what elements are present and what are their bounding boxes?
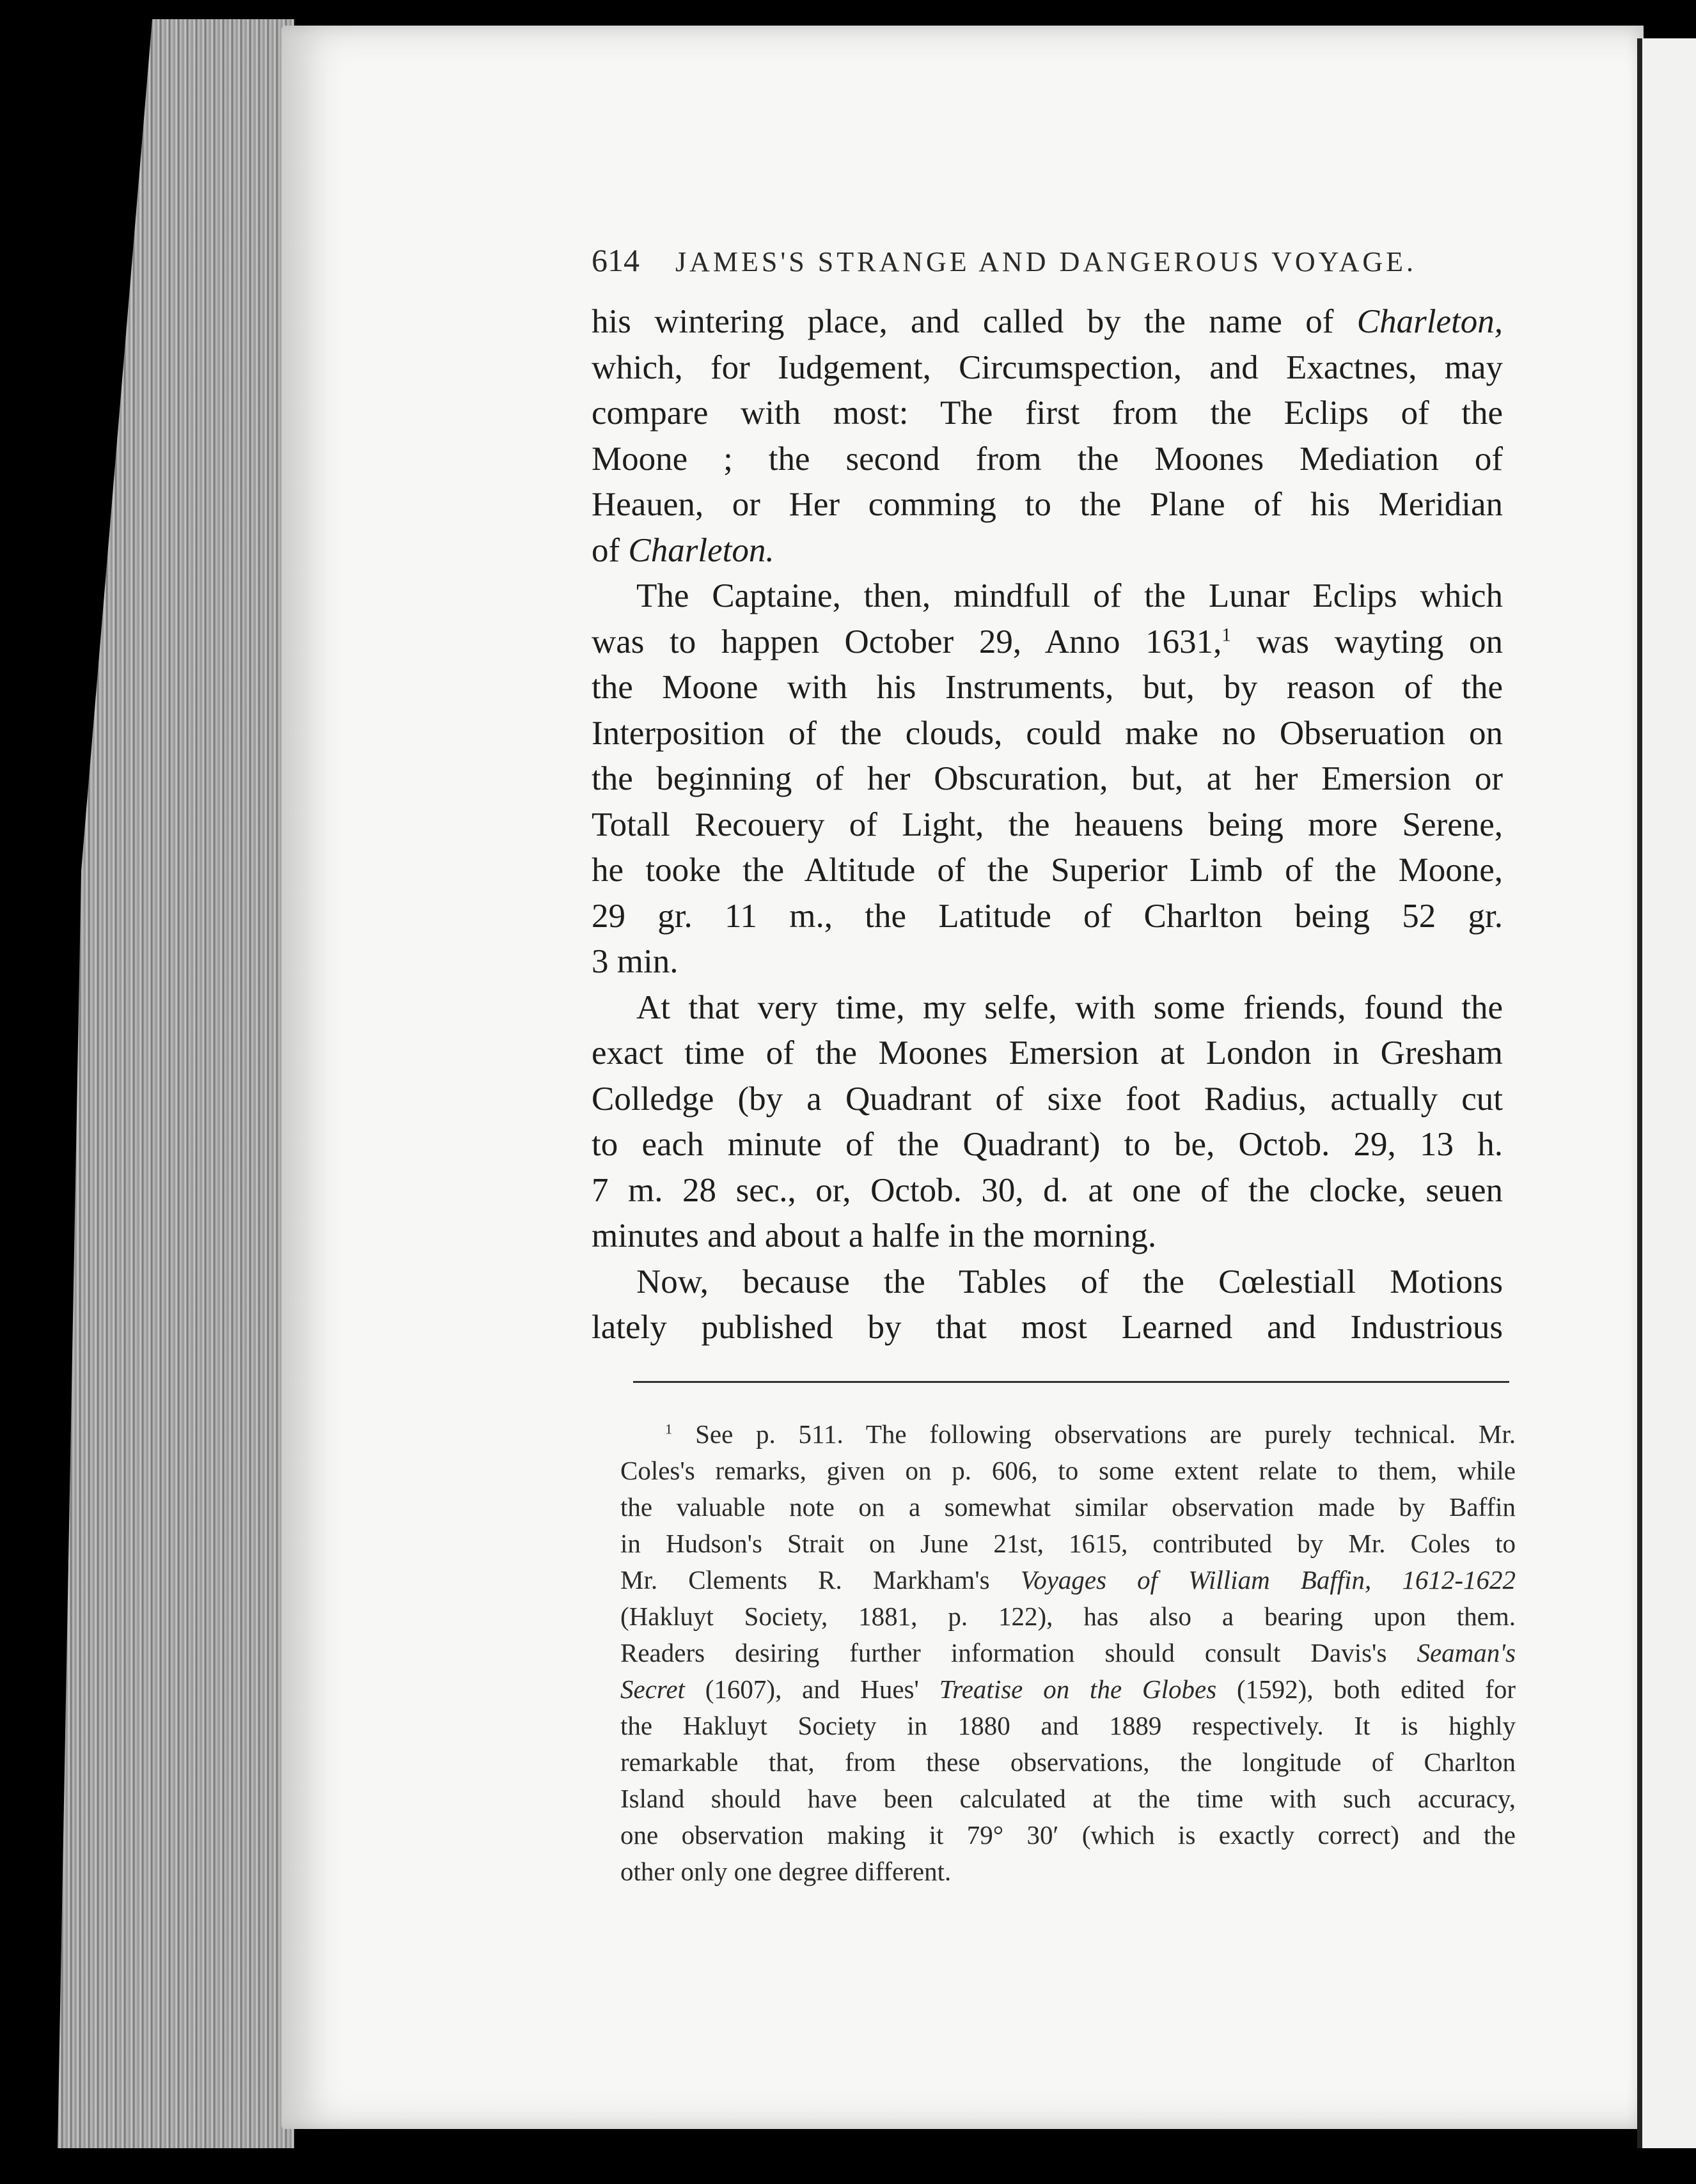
body-line-10: Interposition of the clouds, could make no Obseruation on xyxy=(592,714,1503,752)
body-line-18: Colledge (by a Quadrant of sixe foot Radius, actually cut xyxy=(592,1080,1503,1118)
running-title: JAMES'S STRANGE AND DANGEROUS VOYAGE. xyxy=(675,246,1417,277)
body-line-9: the Moone with his Instruments, but, by reason of the xyxy=(592,669,1503,706)
body-line-17: exact time of the Moones Emersion at London in Gresham xyxy=(592,1034,1503,1072)
body-line-6: of Charleton. xyxy=(592,531,774,569)
footnote-marker: 1 xyxy=(665,1421,673,1437)
footnote-line-5: Mr. Clements R. Markham's Voyages of William Baffin, 1612-1622 xyxy=(620,1565,1516,1595)
facing-page-edge xyxy=(1637,38,1696,2148)
footnote-line-6: (Hakluyt Society, 1881, p. 122), has also a bearing upon them. xyxy=(620,1602,1516,1631)
footnote-line-8: Secret (1607), and Hues' Treatise on the Globes (1592), both edited for xyxy=(620,1674,1516,1704)
body-line-20: 7 m. 28 sec., or, Octob. 30, d. at one of the clocke, seuen xyxy=(592,1171,1503,1209)
page-number: 614 xyxy=(592,242,640,278)
place-name-italic: Charleton, xyxy=(1356,303,1503,340)
book-title-italic: Voyages of William Baffin, 1612-1622 xyxy=(1020,1565,1516,1595)
body-line-15: 3 min. xyxy=(592,943,679,980)
footnote xyxy=(620,1416,1516,1890)
body-line-16: At that very time, my selfe, with some friends, found the xyxy=(636,988,1503,1026)
running-header xyxy=(592,242,1423,279)
body-line-11: the beginning of her Obscuration, but, at her Emersion or xyxy=(592,760,1503,797)
book-title-italic: Treatise on the Globes xyxy=(939,1674,1217,1704)
body-line-2: which, for Iudgement, Circumspection, and Exactnes, may xyxy=(592,348,1503,386)
footnote-line-12: one observation making it 79° 30′ (which is exactly correct) and the xyxy=(620,1820,1516,1850)
place-name-italic: Charleton. xyxy=(628,531,774,569)
book-title-italic: Secret xyxy=(620,1674,685,1704)
body-line-8: was to happen October 29, Anno 1631,$^1$ was wayting on xyxy=(592,623,1503,660)
footnote-reference: 1 xyxy=(1221,624,1231,645)
book-page-edges xyxy=(58,19,294,2148)
footnote-rule xyxy=(633,1381,1509,1383)
footnote-line-2: Coles's remarks, given on p. 606, to some extent relate to them, while xyxy=(620,1456,1516,1485)
body-line-12: Totall Recouery of Light, the heauens being more Serene, xyxy=(592,806,1503,843)
footnote-line-13: other only one degree different. xyxy=(620,1857,952,1886)
body-text xyxy=(592,299,1503,1351)
body-line-14: 29 gr. 11 m., the Latitude of Charlton being 52 gr. xyxy=(592,897,1503,935)
body-line-1: his wintering place, and called by the name of Charleton, xyxy=(592,303,1503,340)
body-line-13: he tooke the Altitude of the Superior Limb of the Moone, xyxy=(592,852,1503,889)
footnote-line-11: Island should have been calculated at the time with such accuracy, xyxy=(620,1784,1516,1813)
footnote-line-9: the Hakluyt Society in 1880 and 1889 respectively. It is highly xyxy=(620,1711,1516,1740)
footnote-line-4: in Hudson's Strait on June 21st, 1615, contributed by Mr. Coles to xyxy=(620,1529,1516,1558)
footnote-line-7: Readers desiring further information should consult Davis's Seaman's xyxy=(620,1638,1516,1667)
body-line-3: compare with most: The first from the Eclips of the xyxy=(592,394,1503,432)
footnote-line-1: $^1$ See p. 511. The following observations are purely technical. Mr. xyxy=(665,1419,1516,1449)
body-line-4: Moone ; the second from the Moones Mediation of xyxy=(592,440,1503,478)
footnote-line-10: remarkable that, from these observations, the longitude of Charlton xyxy=(620,1747,1516,1777)
body-line-7: The Captaine, then, mindfull of the Lunar Eclips which xyxy=(636,577,1503,614)
book-title-italic: Seaman's xyxy=(1417,1638,1516,1667)
body-line-5: Heauen, or Her comming to the Plane of his Meridian xyxy=(592,486,1503,523)
footnote-line-3: the valuable note on a somewhat similar observation made by Baffin xyxy=(620,1492,1516,1522)
body-line-23: lately published by that most Learned and Industrious xyxy=(592,1309,1503,1346)
body-line-19: to each minute of the Quadrant) to be, Octob. 29, 13 h. xyxy=(592,1126,1503,1163)
body-line-21: minutes and about a halfe in the morning. xyxy=(592,1217,1157,1254)
body-line-22: Now, because the Tables of the Cœlestiall Motions xyxy=(636,1263,1503,1300)
